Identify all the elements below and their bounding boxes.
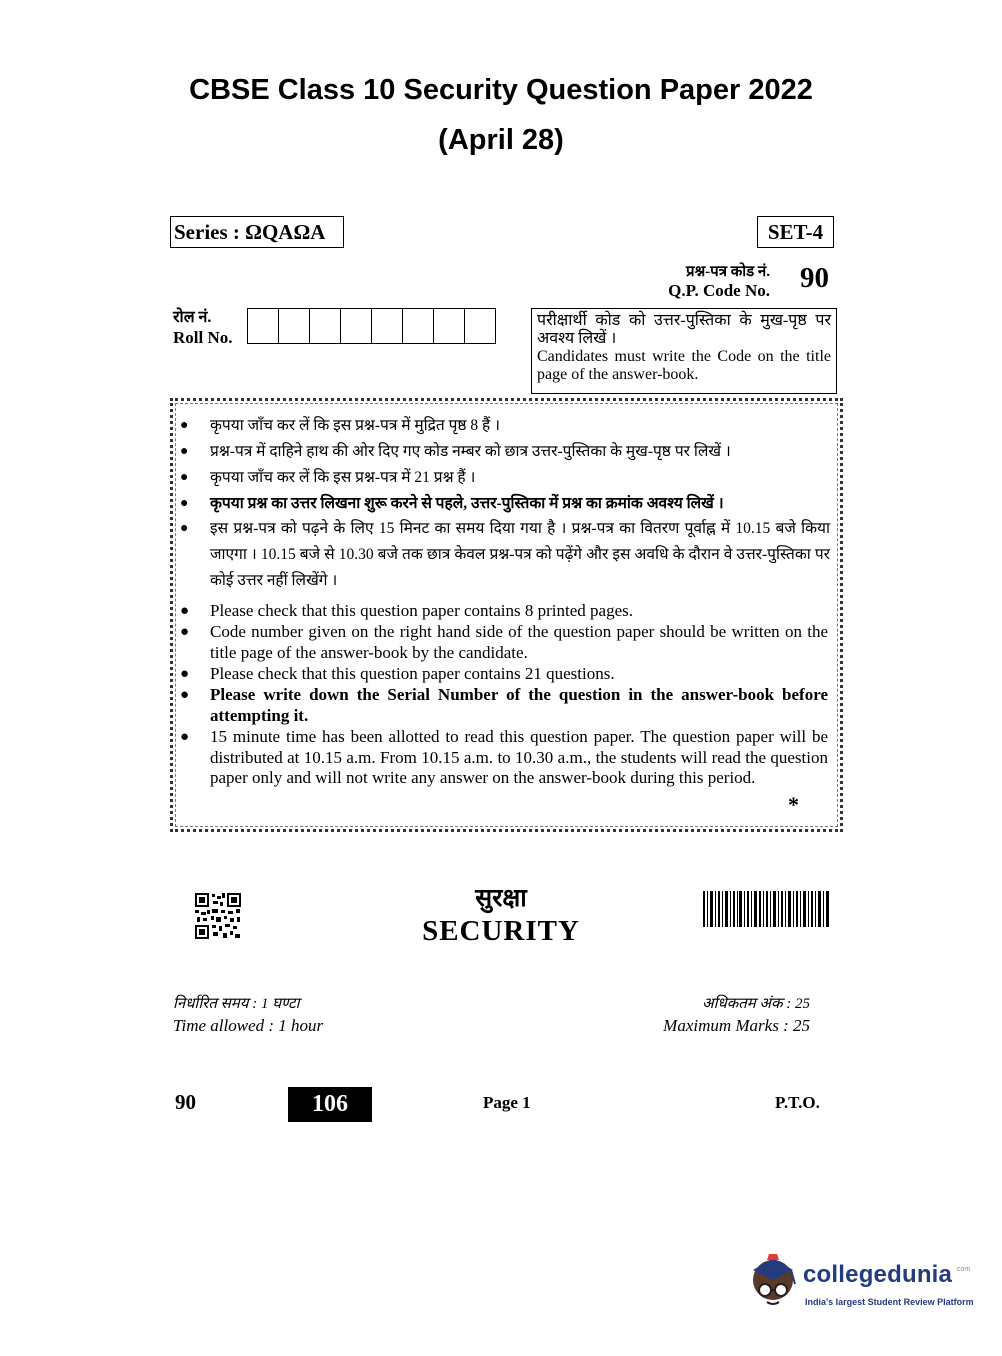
instruction-hindi-1: ● कृपया जाँच कर लें कि इस प्रश्न-पत्र में मुद्रित पृष्ठ 8 हैं ।: [180, 413, 830, 439]
instruction-english-1: ● Please check that this question paper contains 8 printed pages.: [180, 601, 633, 620]
bullet-icon: ●: [180, 729, 190, 745]
roll-digit-box: [465, 308, 496, 344]
qp-code-label-hindi: प्रश्न-पत्र कोड नं.: [686, 264, 770, 280]
instruction-hindi-2: ● प्रश्न-पत्र में दाहिने हाथ की ओर दिए गए कोड नम्बर को छात्र उत्तर-पुस्तिका के मुख-पृष्ठ पर लिखें ।: [180, 439, 830, 465]
max-marks-hindi: अधिकतम अंक : 25: [702, 996, 810, 1012]
subject-hindi: सुरक्षा: [475, 885, 527, 912]
code-note-box: [531, 308, 837, 394]
roll-label-english: Roll No.: [173, 328, 233, 347]
instruction-hindi-3: ● कृपया जाँच कर लें कि इस प्रश्न-पत्र में 21 प्रश्न हैं ।: [180, 465, 830, 491]
bullet-icon: ●: [180, 624, 190, 640]
bullet-icon: ●: [180, 687, 190, 703]
max-marks-english: Maximum Marks : 25: [663, 1016, 810, 1035]
footer-code: 90: [175, 1090, 196, 1114]
code-note-hindi: परीक्षार्थी कोड को उत्तर-पुस्तिका के मुख-पृष्ठ पर अवश्य लिखें ।: [537, 312, 831, 347]
star-mark: *: [788, 792, 799, 817]
page-subtitle: (April 28): [438, 124, 564, 156]
qp-code-number: 90: [800, 262, 829, 294]
roll-digit-box: [372, 308, 403, 344]
footer-page-number: Page 1: [483, 1093, 531, 1112]
bullet-icon: ●: [180, 603, 190, 619]
page-title: CBSE Class 10 Security Question Paper 2022: [189, 74, 813, 106]
bullet-icon: ●: [180, 666, 190, 682]
barcode-icon: [703, 891, 829, 927]
logo-suffix: .com: [955, 1266, 971, 1273]
roll-number-boxes: [247, 308, 496, 344]
roll-digit-box: [403, 308, 434, 344]
footer-number-badge: 106: [288, 1087, 372, 1122]
bullet-icon: ●: [180, 444, 189, 459]
time-allowed-hindi: निर्धारित समय : 1 घण्टा: [173, 996, 300, 1012]
bullet-icon: ●: [180, 418, 189, 433]
logo-name: collegedunia: [803, 1261, 953, 1288]
series-label: Series : ΩQAΩA: [170, 216, 344, 248]
bullet-icon: ●: [180, 470, 189, 485]
roll-digit-box: [434, 308, 465, 344]
roll-digit-box: [247, 308, 279, 344]
roll-label-hindi: रोल नं.: [173, 309, 212, 326]
instruction-hindi-5: ● इस प्रश्न-पत्र को पढ़ने के लिए 15 मिनट का समय दिया गया है । प्रश्न-पत्र का वितरण पूर्वाह्न में 10.15 बजे किया जाएगा । 10.15 बजे से 10.30 बजे तक छात्र केवल प्रश्न-पत्र को पढ़ेंगे और इस अवधि के दौरान वे उत्तर-पुस्तिका पर कोई उत्तर नहीं लिखेंगे ।: [180, 516, 830, 594]
collegedunia-logo-icon: [743, 1250, 803, 1308]
bullet-icon: ●: [180, 521, 189, 536]
roll-digit-box: [310, 308, 341, 344]
roll-digit-box: [341, 308, 372, 344]
instruction-english-4: ● Please write down the Serial Number of the question in the answer-book before attempting it.: [180, 685, 828, 725]
roll-digit-box: [279, 308, 310, 344]
instruction-english-3: ● Please check that this question paper contains 21 questions.: [180, 664, 615, 683]
set-label: SET-4: [757, 216, 834, 248]
instruction-hindi-4: ● कृपया प्रश्न का उत्तर लिखना शुरू करने से पहले, उत्तर-पुस्तिका में प्रश्न का क्रमांक अवश्य लिखें ।: [180, 491, 830, 517]
logo-tagline: India's largest Student Review Platform: [805, 1297, 974, 1307]
time-allowed-english: Time allowed : 1 hour: [173, 1016, 324, 1035]
instruction-english-2: ● Code number given on the right hand side of the question paper should be written on the title page of the answer-book by the candidate.: [180, 622, 828, 662]
instruction-english-5: ● 15 minute time has been allotted to read this question paper. The question paper will be distributed at 10.15 a.m. From 10.15 a.m. to 10.30 a.m., the students will read the question paper only and will not write any answer on the answer-book during this period.: [180, 727, 828, 788]
qp-code-label-english: Q.P. Code No.: [668, 281, 770, 300]
code-note-english: Candidates must write the Code on the title page of the answer-book.: [537, 348, 831, 383]
bullet-icon: ●: [180, 496, 189, 511]
subject-english: SECURITY: [422, 915, 580, 947]
footer-pto: P.T.O.: [775, 1093, 820, 1112]
